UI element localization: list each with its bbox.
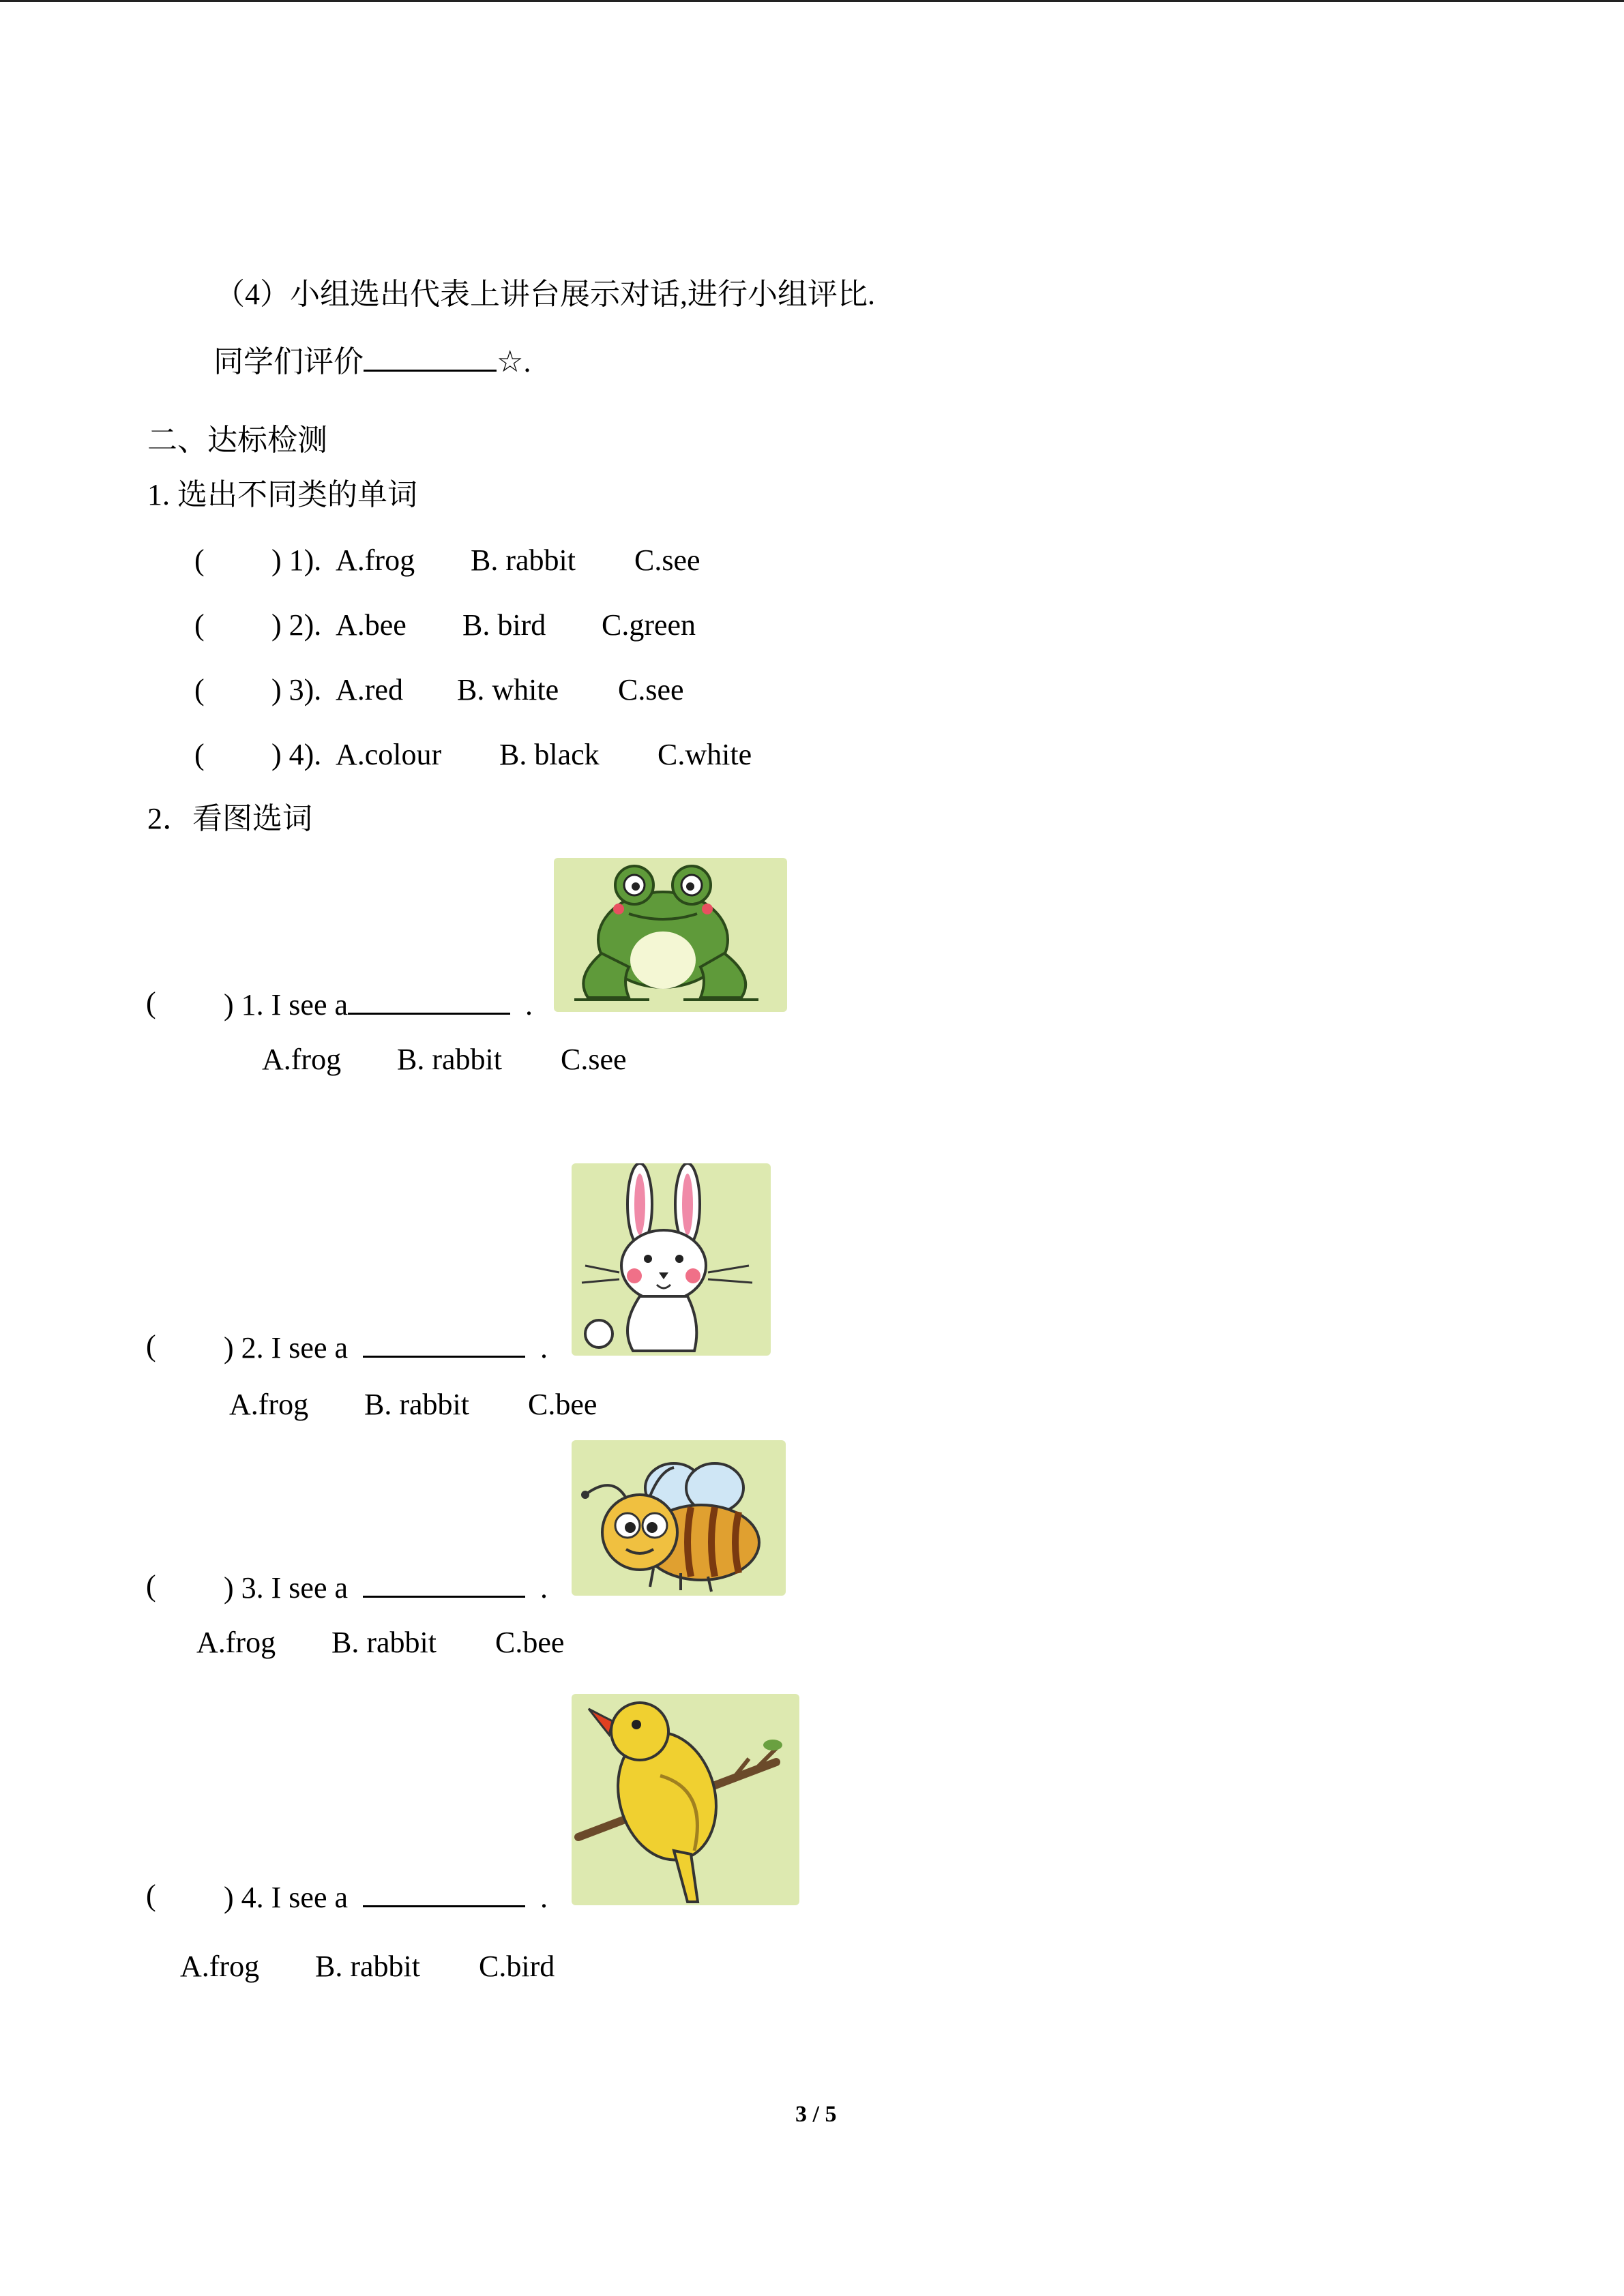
period: . bbox=[525, 1331, 548, 1365]
option-c: C.green bbox=[602, 608, 696, 642]
option-a: A.frog bbox=[262, 1043, 342, 1076]
stem-text: ) 2. I see a bbox=[224, 1331, 349, 1365]
answer-paren[interactable]: ( bbox=[146, 1569, 156, 1602]
question-stem bbox=[224, 1328, 548, 1366]
question-stem bbox=[224, 985, 533, 1023]
answer-blank[interactable] bbox=[363, 1568, 525, 1598]
answer-paren[interactable]: ( bbox=[146, 986, 156, 1019]
option-b: B. white bbox=[457, 673, 559, 706]
option-a: A.frog bbox=[229, 1388, 309, 1421]
answer-blank[interactable] bbox=[363, 1328, 525, 1358]
option-c: C.white bbox=[658, 738, 752, 771]
bee-picture bbox=[572, 1440, 786, 1596]
option-a: A.colour bbox=[336, 738, 442, 771]
peer-eval-blank[interactable] bbox=[364, 342, 497, 372]
option-a: A.frog bbox=[196, 1626, 276, 1659]
option-b: B. bird bbox=[462, 608, 546, 642]
peer-evaluation-line bbox=[213, 342, 531, 380]
part2-title: 2．看图选词 bbox=[147, 802, 312, 835]
option-c: C.see bbox=[561, 1043, 627, 1076]
option-b: B. rabbit bbox=[315, 1950, 420, 1983]
option-a: A.bee bbox=[336, 608, 407, 642]
stem-text: ) 1. I see a bbox=[224, 988, 349, 1022]
answer-paren[interactable]: ( bbox=[194, 543, 205, 577]
option-b: B. black bbox=[499, 738, 600, 771]
question-number: ) 1). bbox=[271, 543, 322, 577]
activity-step-4: （4）小组选出代表上讲台展示对话,进行小组评比. bbox=[215, 278, 875, 311]
option-c: C.bee bbox=[528, 1388, 597, 1421]
answer-paren[interactable]: ( bbox=[146, 1879, 156, 1912]
option-a: A.frog bbox=[180, 1950, 260, 1983]
frog-picture bbox=[554, 858, 787, 1012]
bird-picture bbox=[572, 1694, 799, 1905]
question-stem bbox=[224, 1568, 548, 1606]
option-a: A.red bbox=[336, 673, 403, 706]
answer-paren[interactable]: ( bbox=[194, 608, 205, 642]
question-stem bbox=[224, 1878, 548, 1915]
part1-title: 1. 选出不同类的单词 bbox=[147, 478, 417, 511]
peer-eval-label: 同学们评价 bbox=[213, 345, 364, 378]
answer-blank[interactable] bbox=[363, 1878, 525, 1907]
option-b: B. rabbit bbox=[331, 1626, 437, 1659]
option-c: C.bird bbox=[479, 1950, 555, 1983]
period: . bbox=[525, 1881, 548, 1914]
period: . bbox=[510, 988, 533, 1022]
answer-paren[interactable]: ( bbox=[146, 1329, 156, 1362]
stem-text: ) 3. I see a bbox=[224, 1571, 349, 1605]
answer-paren[interactable]: ( bbox=[194, 738, 205, 771]
question-number: ) 2). bbox=[271, 608, 322, 642]
answer-paren[interactable]: ( bbox=[194, 673, 205, 706]
question-number: ) 4). bbox=[271, 738, 322, 771]
page-top-border bbox=[0, 0, 1624, 2]
option-c: C.bee bbox=[495, 1626, 565, 1659]
option-b: B. rabbit bbox=[471, 543, 576, 577]
question-number: ) 3). bbox=[271, 673, 322, 706]
option-c: C.see bbox=[634, 543, 700, 577]
option-b: B. rabbit bbox=[397, 1043, 502, 1076]
option-b: B. rabbit bbox=[364, 1388, 469, 1421]
star-icon: ☆. bbox=[497, 345, 531, 378]
option-c: C.see bbox=[618, 673, 684, 706]
section-title: 二、达标检测 bbox=[147, 423, 327, 457]
answer-blank[interactable] bbox=[348, 985, 510, 1015]
period: . bbox=[525, 1571, 548, 1605]
stem-text: ) 4. I see a bbox=[224, 1881, 349, 1914]
page-number: 3 / 5 bbox=[795, 2102, 837, 2127]
option-a: A.frog bbox=[336, 543, 415, 577]
rabbit-picture bbox=[572, 1163, 771, 1356]
